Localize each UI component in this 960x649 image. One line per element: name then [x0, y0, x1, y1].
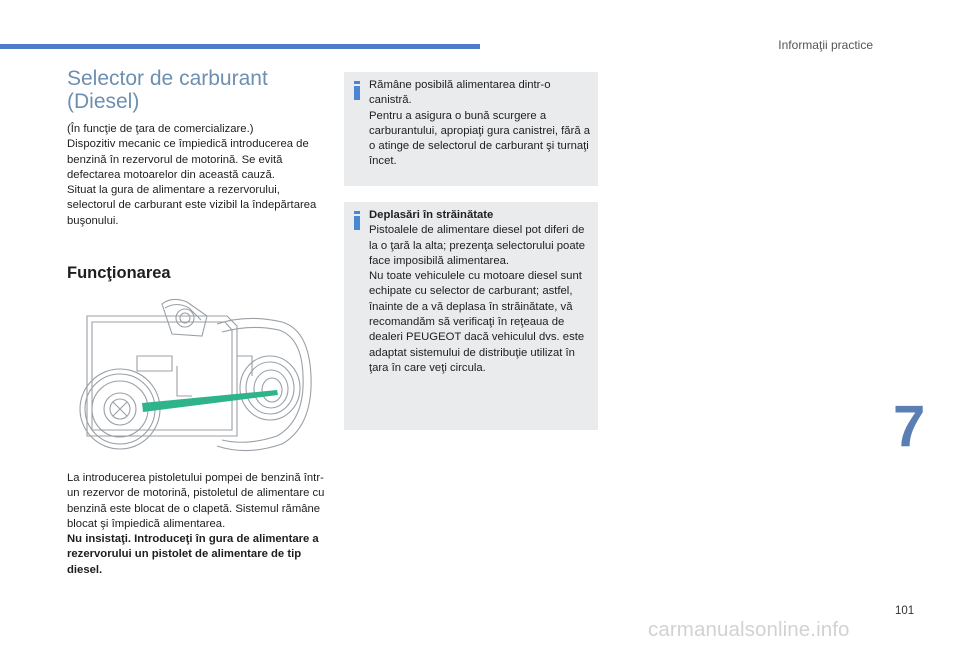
functionare-paragraph: [67, 471, 329, 578]
info-box-2-title: Deplasări în străinătate: [369, 209, 494, 221]
info-box-2-text: Pistoalele de alimentare diesel pot diferi de la o ţară la alta; prezenţa selectorului poate face imposibilă alimentarea. Nu toate vehiculele cu motoare diesel sunt echipate cu selector de carburant; astfel, înainte de a vă deplasa în străinătate, vă recomandăm să verificaţi în reţeaua de dealeri PEUGEOT dacă vehiculul dvs. este adaptat sistemului de distribuţie utilizat în ţara în care veţi circula.: [369, 224, 586, 374]
section-label: Informaţii practice: [778, 38, 873, 52]
info-box-1-text: Rămâne posibilă alimentarea dintr-o canistră. Pentru a asigura o bună scurgere a carburantului, apropiaţi gura canistrei, fără a o atinge de selectorul de carburant şi turnaţi încet.: [369, 79, 591, 168]
functionare-text: La introducerea pistoletului pompei de benzină într-un rezervor de motorină, pistoletul de alimentare cu benzină este blocat de o clapetă. Sistemul rămâne blocat şi împiedică alimentarea.: [67, 472, 325, 530]
functionare-heading: Funcţionarea: [67, 264, 171, 282]
info-box-2-content: [369, 208, 594, 376]
intro-paragraph: (În funcţie de ţara de comercializare.) Dispozitiv mecanic ce împiedică introducerea de benzină în rezervorul de motorină. Se evită defectarea motoarelor din această cauză. Situat la gura de alimentare a rezervorului, selectorul de carburant este vizibil la îndepărtarea buşonului.: [67, 123, 317, 227]
info-box-abroad: [344, 202, 598, 430]
watermark: carmanualsonline.info: [648, 618, 850, 641]
chapter-number: 7: [893, 394, 926, 459]
functionare-bold-text: Nu insistaţi. Introduceţi în gura de alimentare a rezervorului un pistolet de alimentare de tip diesel.: [67, 533, 319, 576]
info-box-canister: [344, 72, 598, 186]
fuel-selector-illustration: [77, 296, 320, 458]
page-number: 101: [895, 605, 915, 617]
top-accent-bar: [0, 44, 480, 49]
page-title: Selector de carburant (Diesel): [67, 67, 268, 113]
